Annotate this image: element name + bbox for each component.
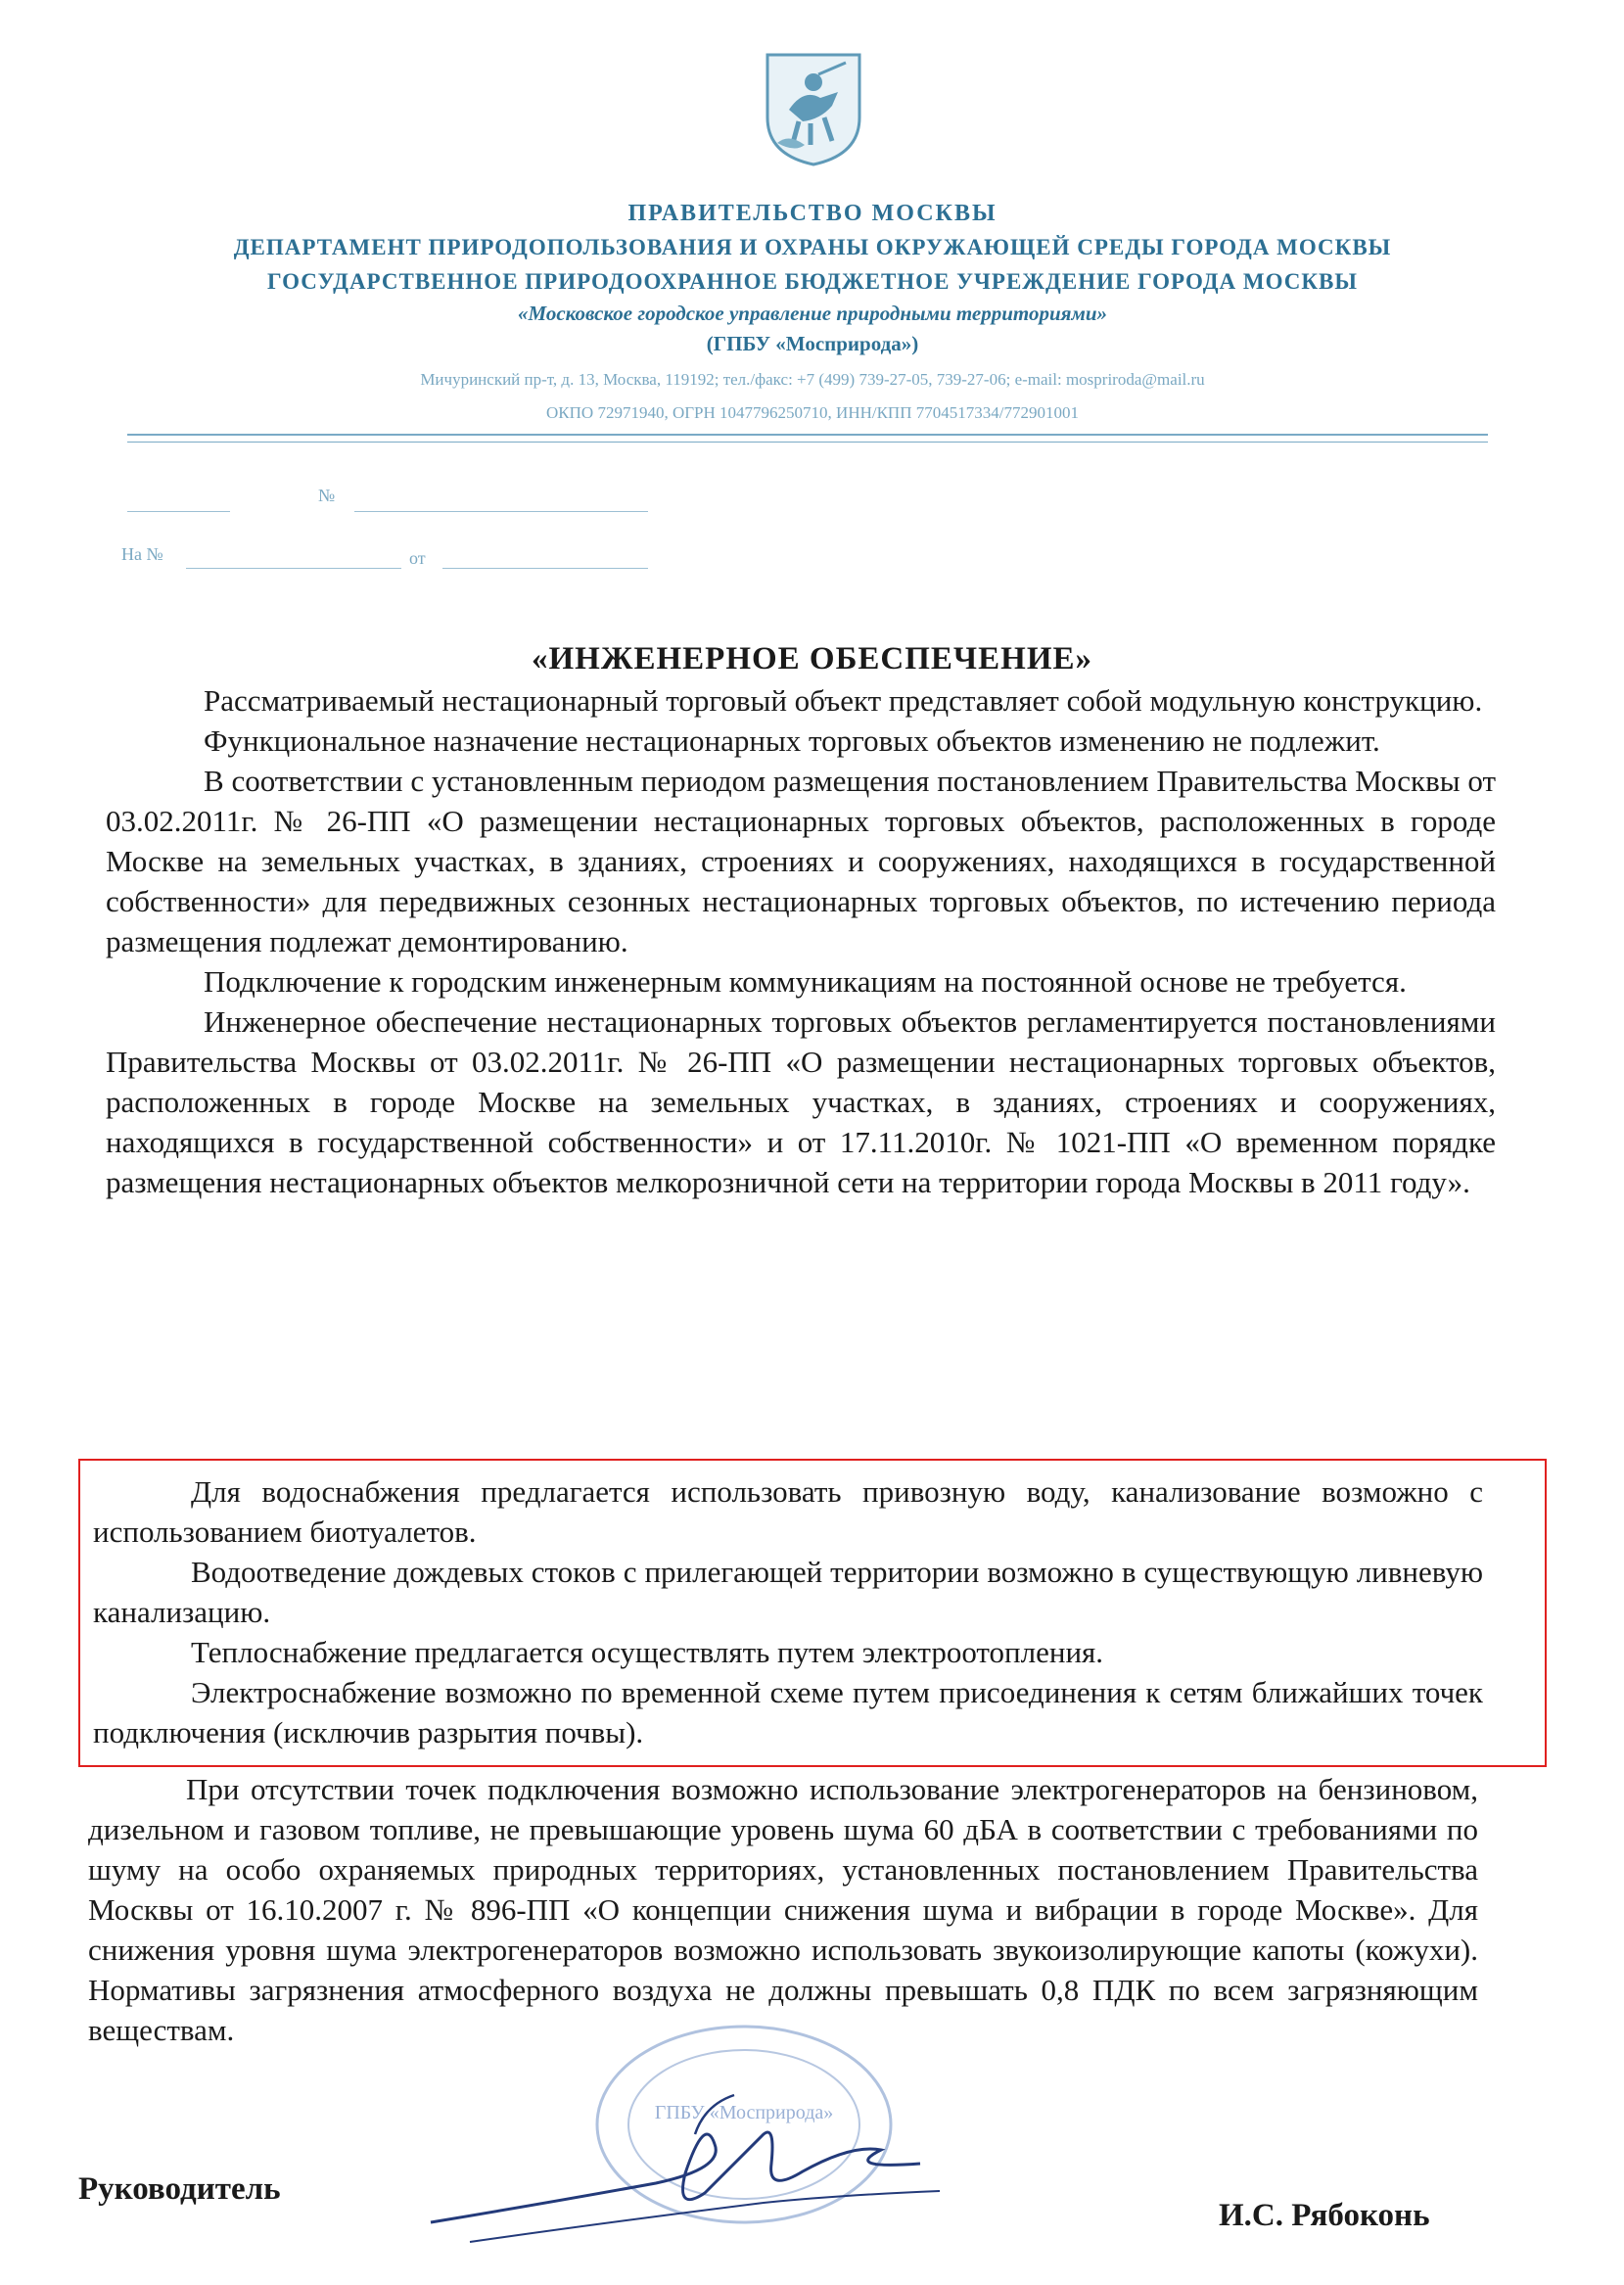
letterhead-department: ДЕПАРТАМЕНТ ПРИРОДОПОЛЬЗОВАНИЯ И ОХРАНЫ ОКРУЖАЮЩЕЙ СРЕДЫ ГОРОДА МОСКВЫ xyxy=(233,235,1392,259)
letterhead-address: Мичуринский пр-т, д. 13, Москва, 119192; тел./факс: +7 (499) 739-27-05, 739-27-06; e-mail: mospriroda@mail.ru xyxy=(420,370,1205,389)
letterhead-government: ПРАВИТЕЛЬСТВО МОСКВЫ xyxy=(627,201,998,226)
paragraph: Инженерное обеспечение нестационарных торговых объектов регламентируется постановлениями Правительства Москвы от 03.02.2011г. № 26-ПП «О размещении нестационарных торговых объектов, расположенных в городе Москве на земельных участках, в зданиях, строениях и сооружениях, находящихся в государственной собственности» и от 17.11.2010г. № 1021-ПП «О временном порядке размещения нестационарных объектов мелкорозничной сети на территории города Москвы в 2011 году». xyxy=(106,1004,1496,1199)
paragraph: Подключение к городским инженерным коммуникациям на постоянной основе не требуется. xyxy=(204,964,1407,999)
number-label: № xyxy=(318,486,336,505)
reply-date-line xyxy=(442,568,648,569)
highlighted-section xyxy=(93,1471,1483,1752)
letterhead-divider xyxy=(127,434,1488,436)
closing-paragraph: При отсутствии точек подключения возможно использование электрогенераторов на бензиновом, дизельном и газовом топливе, не превышающие уровень шума 60 дБА в соответствии с требованиями по шуму на особо охраняемых природных территориях, установленных постановлением Правительства Москвы от 16.10.2007 г. № 896-ПП «О концепции снижения шума и вибрации в городе Москве». Для снижения уровня шума электрогенераторов возможно использовать звукоизолирующие капоты (кожухи). Нормативы загрязнения атмосферного воздуха не должны превышать 0,8 ПДК по всем загрязняющим веществам. xyxy=(88,1772,1478,2047)
paragraph: Функциональное назначение нестационарных торговых объектов изменению не подлежит. xyxy=(204,723,1380,758)
reply-from-label: от xyxy=(409,548,426,568)
highlighted-paragraph: Электроснабжение возможно по временной схеме путем присоединения к сетям ближайших точек подключения (исключив разрытия почвы). xyxy=(93,1675,1483,1749)
letterhead-institution: ГОСУДАРСТВЕННОЕ ПРИРОДООХРАННОЕ БЮДЖЕТНОЕ УЧРЕЖДЕНИЕ ГОРОДА МОСКВЫ xyxy=(267,269,1358,294)
number-field-line xyxy=(354,511,648,512)
reply-number-label: На № xyxy=(121,544,163,564)
paragraph: Рассматриваемый нестационарный торговый объект представляет собой модульную конструкцию. xyxy=(204,683,1483,718)
handwritten-signature xyxy=(411,2075,959,2262)
letterhead-abbr: (ГПБУ «Мосприрода») xyxy=(706,332,919,355)
stamp-text: ГПБУ «Мосприрода» xyxy=(654,2102,834,2123)
signatory-name: И.С. Рябоконь xyxy=(1219,2198,1430,2233)
highlighted-paragraph: Теплоснабжение предлагается осуществлять путем электроотопления. xyxy=(191,1635,1104,1669)
letterhead-codes: ОКПО 72971940, ОГРН 1047796250710, ИНН/КПП 7704517334/772901001 xyxy=(546,403,1079,422)
highlighted-paragraph: Водоотведение дождевых стоков с прилегающей территории возможно в существующую ливневую канализацию. xyxy=(93,1555,1483,1629)
closing-section xyxy=(88,1769,1478,2050)
document-title: «ИНЖЕНЕРНОЕ ОБЕСПЕЧЕНИЕ» xyxy=(532,641,1092,676)
highlighted-paragraph: Для водоснабжения предлагается использовать привозную воду, канализование возможно с использованием биотуалетов. xyxy=(93,1474,1483,1549)
moscow-coat-of-arms-icon xyxy=(760,49,867,168)
paragraph: В соответствии с установленным периодом размещения постановлением Правительства Москвы от 03.02.2011г. № 26-ПП «О размещении нестационарных торговых объектов, расположенных в городе Москве на земельных участках, в зданиях, строениях и сооружениях, находящихся в государственной собственности» для передвижных сезонных нестационарных торговых объектов, по истечению периода размещения подлежат демонтированию. xyxy=(106,764,1496,958)
letterhead-unit: «Московское городское управление природными территориями» xyxy=(517,302,1108,325)
letterhead-divider-thin xyxy=(127,442,1488,443)
reply-number-line xyxy=(186,568,401,569)
date-field-line xyxy=(127,511,230,512)
signatory-role: Руководитель xyxy=(78,2171,281,2207)
document-body xyxy=(106,680,1496,1202)
